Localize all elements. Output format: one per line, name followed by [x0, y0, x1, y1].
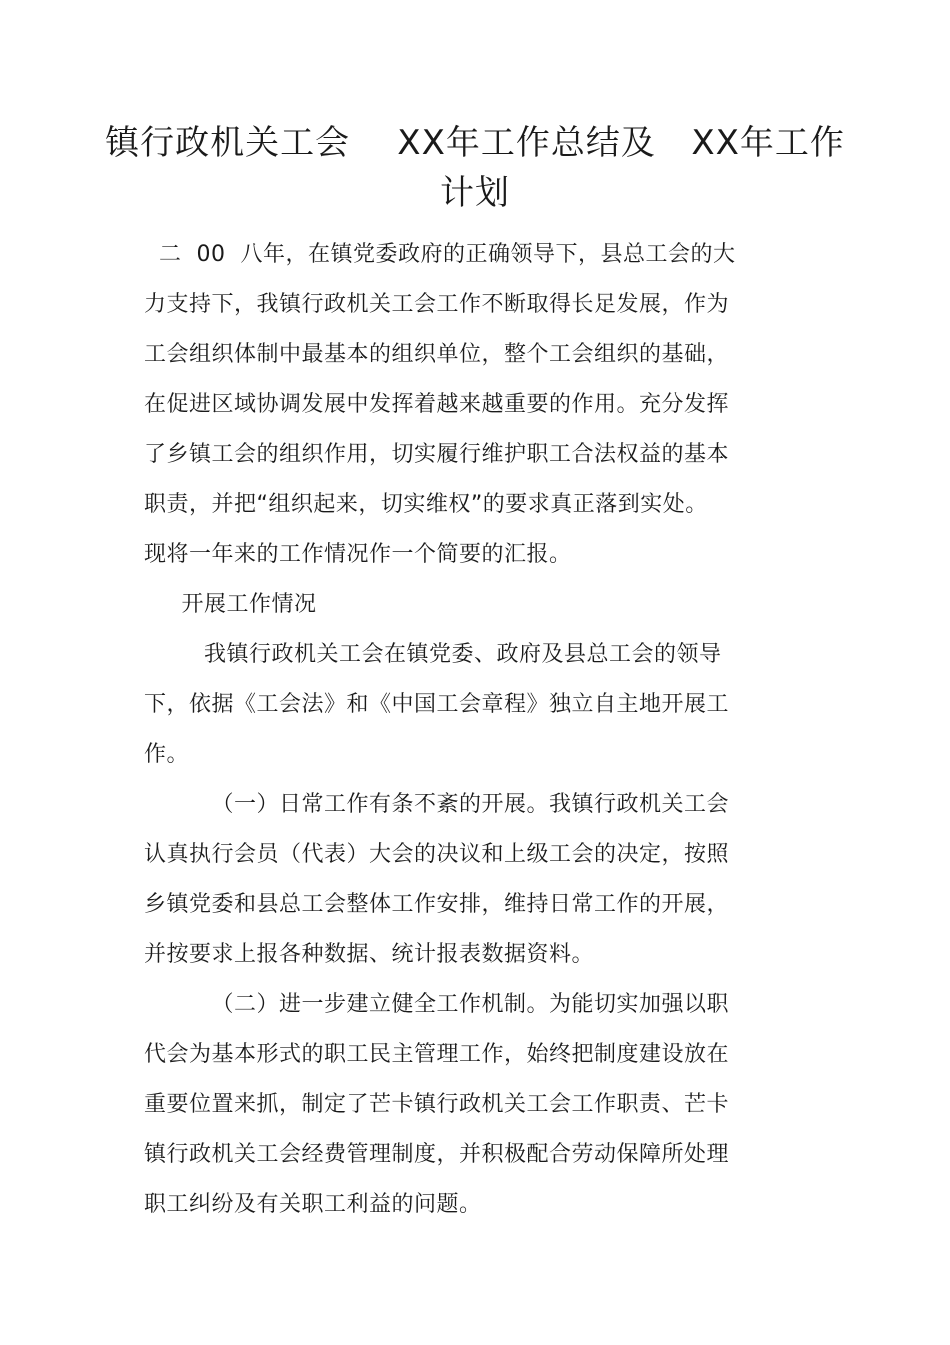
- body-line: 职工纠纷及有关职工利益的问题。: [144, 1192, 482, 1217]
- body-line: 现将一年来的工作情况作一个简要的汇报。: [144, 542, 572, 567]
- body-line: 工会组织体制中最基本的组织单位，整个工会组织的基础，: [144, 342, 730, 367]
- body-line: 在促进区域协调发展中发挥着越来越重要的作用。充分发挥: [144, 392, 730, 417]
- body-line: 下，依据《工会法》和《中国工会章程》独立自主地开展工: [144, 692, 730, 717]
- body-line: （一）日常工作有条不紊的开展。我镇行政机关工会: [144, 792, 729, 817]
- section-heading: 开展工作情况: [144, 592, 317, 617]
- document-title-line1: 镇行政机关工会 XX年工作总结及 XX年工作: [105, 123, 845, 163]
- body-line: 代会为基本形式的职工民主管理工作，始终把制度建设放在: [144, 1042, 730, 1067]
- body-line: 认真执行会员（代表）大会的决议和上级工会的决定，按照: [144, 842, 730, 867]
- body-line: 作。: [144, 742, 190, 767]
- body-line: 我镇行政机关工会在镇党委、政府及县总工会的领导: [144, 642, 722, 667]
- body-line: 职责，并把“组织起来，切实维权”的要求真正落到实处。: [144, 492, 708, 517]
- body-line: 乡镇党委和县总工会整体工作安排，维持日常工作的开展，: [144, 892, 730, 917]
- body-line: 二 00 八年，在镇党委政府的正确领导下，县总工会的大: [144, 242, 736, 267]
- body-line: 镇行政机关工会经费管理制度，并积极配合劳动保障所处理: [144, 1142, 730, 1167]
- document-title-line2: 计划: [440, 173, 510, 213]
- body-line: （二）进一步建立健全工作机制。为能切实加强以职: [144, 992, 729, 1017]
- body-line: 了乡镇工会的组织作用，切实履行维护职工合法权益的基本: [144, 442, 730, 467]
- body-line: 重要位置来抓，制定了芒卡镇行政机关工会工作职责、芒卡: [144, 1092, 730, 1117]
- body-line: 并按要求上报各种数据、统计报表数据资料。: [144, 942, 595, 967]
- body-line: 力支持下，我镇行政机关工会工作不断取得长足发展，作为: [144, 292, 730, 317]
